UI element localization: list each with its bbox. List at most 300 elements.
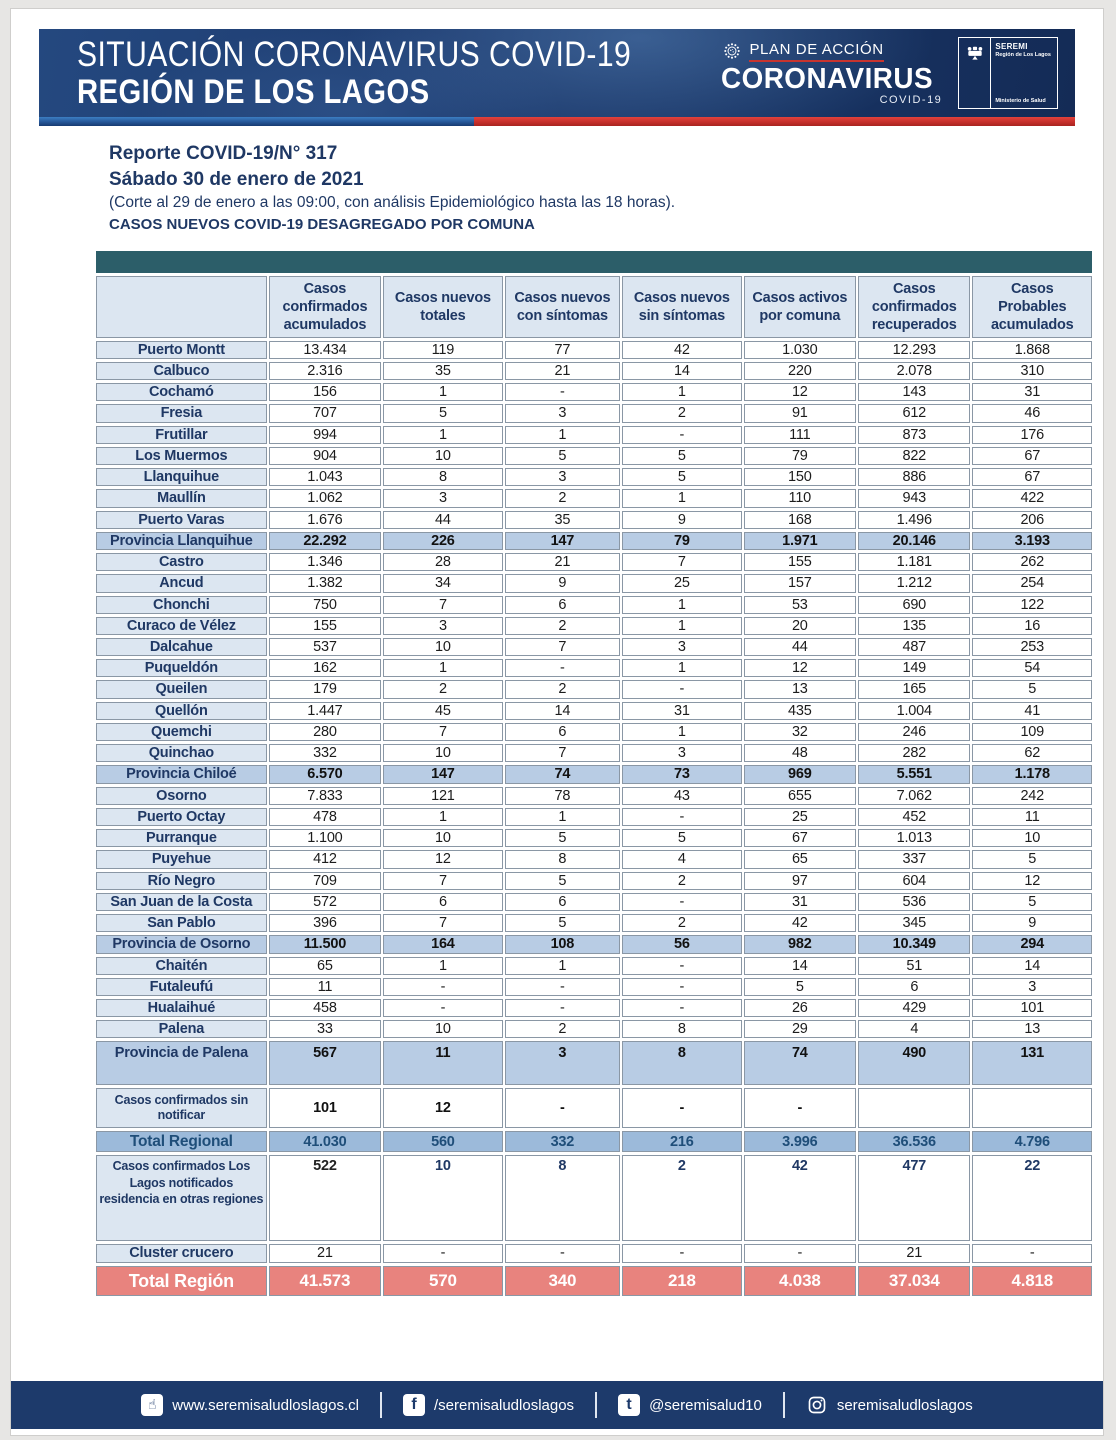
cell-value: 254 (972, 574, 1092, 592)
cell-value: 10 (383, 744, 502, 762)
seremi-org-label: SEREMI (995, 42, 1028, 51)
cell-value: 1.030 (744, 341, 856, 359)
cell-value: 218 (622, 1266, 741, 1296)
cell-value: 110 (744, 489, 856, 507)
table-row-provincia-de-palena (96, 1041, 1092, 1085)
stripe-blue-segment (39, 117, 474, 126)
cell-value: - (622, 680, 741, 698)
report-heading (109, 141, 1073, 236)
footer-twitter-label: @seremisalud10 (649, 1396, 762, 1414)
cell-value: 709 (269, 872, 381, 890)
cell-value: 12 (744, 659, 856, 677)
footer-website-link[interactable] (120, 1394, 380, 1416)
cell-value: 149 (858, 659, 970, 677)
table-row-palena (96, 1020, 1092, 1038)
cell-value: 176 (972, 426, 1092, 444)
cell-value: 537 (269, 638, 381, 656)
cell-value: 282 (858, 744, 970, 762)
cell-value: 147 (383, 765, 502, 783)
footer-facebook-link[interactable] (382, 1394, 595, 1416)
row-label: San Juan de la Costa (96, 893, 267, 911)
cell-value: 131 (972, 1041, 1092, 1085)
report-cutoff-note: (Corte al 29 de enero a las 09:00, con análisis Epidemiológico hasta las 18 horas). (109, 194, 676, 212)
cell-value: 982 (744, 935, 856, 953)
row-label: Curaco de Vélez (96, 617, 267, 635)
cell-value: 536 (858, 893, 970, 911)
cell-value: 1.676 (269, 511, 381, 529)
table-row-quemchi (96, 723, 1092, 741)
cell-value: - (622, 957, 741, 975)
seremi-ministry-label: Ministerio de Salud (995, 98, 1046, 105)
row-label: Hualaihué (96, 999, 267, 1017)
row-label: Provincia Llanquihue (96, 532, 267, 550)
cell-value: 3.996 (744, 1131, 856, 1152)
row-label: Chonchi (96, 596, 267, 614)
cell-value: 340 (505, 1266, 620, 1296)
cell-value: 750 (269, 596, 381, 614)
cell-value: 35 (505, 511, 620, 529)
column-header-nuevos-con-sintomas: Casos nuevos con síntomas (505, 276, 620, 338)
report-number: Reporte COVID-19/N° 317 (109, 143, 338, 164)
cell-value: 62 (972, 744, 1092, 762)
plan-de-accion-label: PLAN DE ACCIÓN (749, 41, 883, 62)
table-row-casos-confirmados-los-lagos-notificados-residencia-en-otras-regiones (96, 1155, 1092, 1241)
column-header-activos-por-comuna: Casos activos por comuna (744, 276, 856, 338)
cell-value: 337 (858, 850, 970, 868)
cell-value: 3 (383, 617, 502, 635)
row-label: Provincia Chiloé (96, 765, 267, 783)
cell-value: 969 (744, 765, 856, 783)
cell-value: 396 (269, 914, 381, 932)
cell-value: 14 (505, 702, 620, 720)
cell-value (972, 1088, 1092, 1128)
cell-value: - (622, 999, 741, 1017)
cell-value: 41.030 (269, 1131, 381, 1152)
cell-value: 14 (744, 957, 856, 975)
cell-value: 567 (269, 1041, 381, 1085)
cell-value: 655 (744, 787, 856, 805)
cell-value: 101 (972, 999, 1092, 1017)
cell-value: 6 (383, 893, 502, 911)
cell-value: - (972, 1244, 1092, 1262)
cell-value: 13 (972, 1020, 1092, 1038)
cell-value: 14 (972, 957, 1092, 975)
cell-value: 155 (744, 553, 856, 571)
cell-value: 572 (269, 893, 381, 911)
table-row-cluster-crucero (96, 1244, 1092, 1262)
cell-value: - (622, 1088, 741, 1128)
cell-value: 11 (383, 1041, 502, 1085)
cell-value: 1.496 (858, 511, 970, 529)
cell-value: 246 (858, 723, 970, 741)
cell-value: 10 (383, 829, 502, 847)
cell-value: 9 (622, 511, 741, 529)
cell-value: 31 (972, 383, 1092, 401)
coronavirus-plan-logo (721, 40, 942, 106)
cell-value: 2 (622, 872, 741, 890)
cell-value: 65 (744, 850, 856, 868)
cell-value: 8 (383, 468, 502, 486)
cell-value: 220 (744, 362, 856, 380)
cell-value: - (622, 426, 741, 444)
cell-value: 226 (383, 532, 502, 550)
cell-value: 10 (383, 638, 502, 656)
cell-value: 12.293 (858, 341, 970, 359)
cell-value: 7 (505, 638, 620, 656)
cell-value: 119 (383, 341, 502, 359)
cell-value: 155 (269, 617, 381, 635)
seremi-logo-box (958, 37, 1058, 109)
table-row-provincia-de-osorno (96, 935, 1092, 953)
cell-value: 109 (972, 723, 1092, 741)
cell-value: 262 (972, 553, 1092, 571)
cell-value: 5 (505, 829, 620, 847)
cell-value: 1 (622, 617, 741, 635)
cell-value: 7 (505, 744, 620, 762)
cell-value: 1.043 (269, 468, 381, 486)
table-row-queilen (96, 680, 1092, 698)
cell-value: - (505, 659, 620, 677)
cell-value: 44 (383, 511, 502, 529)
table-row-chaitén (96, 957, 1092, 975)
row-label: Queilen (96, 680, 267, 698)
twitter-icon: t (618, 1394, 640, 1416)
row-label: Castro (96, 553, 267, 571)
cell-value: 7.062 (858, 787, 970, 805)
cell-value: 10.349 (858, 935, 970, 953)
cell-value: 3 (972, 978, 1092, 996)
report-page (10, 8, 1104, 1436)
cell-value: 7 (622, 553, 741, 571)
cell-value: 1.062 (269, 489, 381, 507)
row-label: Quellón (96, 702, 267, 720)
table-row-osorno (96, 787, 1092, 805)
row-label: Provincia de Palena (96, 1041, 267, 1085)
cell-value: 25 (744, 808, 856, 826)
cell-value: 41.573 (269, 1266, 381, 1296)
cell-value: 21 (505, 553, 620, 571)
footer-facebook-label: /seremisaludloslagos (433, 1396, 575, 1414)
cell-value: 612 (858, 404, 970, 422)
cell-value: 67 (972, 468, 1092, 486)
cell-value: 458 (269, 999, 381, 1017)
instagram-icon (806, 1394, 828, 1416)
cell-value: 1 (505, 808, 620, 826)
cell-value: - (505, 383, 620, 401)
cell-value: 77 (505, 341, 620, 359)
table-row-ancud (96, 574, 1092, 592)
cell-value: - (622, 1244, 741, 1262)
cell-value: 8 (622, 1041, 741, 1085)
row-label: Puqueldón (96, 659, 267, 677)
row-label: Puerto Montt (96, 341, 267, 359)
cell-value: 904 (269, 447, 381, 465)
cell-value: 253 (972, 638, 1092, 656)
cell-value: 2 (505, 1020, 620, 1038)
header-banner (39, 29, 1075, 117)
cell-value: 1 (383, 659, 502, 677)
table-row-hualaihué (96, 999, 1092, 1017)
cell-value: 7 (383, 914, 502, 932)
cell-value: 943 (858, 489, 970, 507)
cell-value: 22.292 (269, 532, 381, 550)
row-label: Los Muermos (96, 447, 267, 465)
cell-value: - (505, 978, 620, 996)
row-label: Puerto Varas (96, 511, 267, 529)
cell-value: 6 (505, 596, 620, 614)
cell-value: 280 (269, 723, 381, 741)
cell-value: 9 (972, 914, 1092, 932)
cell-value: 8 (505, 850, 620, 868)
cell-value: 28 (383, 553, 502, 571)
table-row-puqueldón (96, 659, 1092, 677)
cell-value: 294 (972, 935, 1092, 953)
cell-value: - (622, 893, 741, 911)
cell-value: 53 (744, 596, 856, 614)
cell-value: 165 (858, 680, 970, 698)
cell-value: 31 (622, 702, 741, 720)
row-label: Llanquihue (96, 468, 267, 486)
table-row-maullín (96, 489, 1092, 507)
cell-value: 35 (383, 362, 502, 380)
cell-value: 21 (269, 1244, 381, 1262)
cell-value: - (505, 1088, 620, 1128)
cell-value: 22 (972, 1155, 1092, 1241)
cell-value: 412 (269, 850, 381, 868)
cell-value: 7 (383, 872, 502, 890)
row-label: Chaitén (96, 957, 267, 975)
column-header-confirmados-acumulados: Casos confirmados acumulados (269, 276, 381, 338)
cell-value: 490 (858, 1041, 970, 1085)
cell-value: 1.382 (269, 574, 381, 592)
table-row-san-juan-de-la-costa (96, 893, 1092, 911)
row-label: Cluster crucero (96, 1244, 267, 1262)
cell-value: 147 (505, 532, 620, 550)
cell-value: 14 (622, 362, 741, 380)
cell-value: 20 (744, 617, 856, 635)
cell-value: 79 (744, 447, 856, 465)
cell-value: 2 (383, 680, 502, 698)
cell-value: 2 (505, 617, 620, 635)
cell-value: 3 (622, 638, 741, 656)
banner-title-line2: REGIÓN DE LOS LAGOS (77, 72, 430, 111)
virus-icon (721, 40, 743, 62)
cell-value: 111 (744, 426, 856, 444)
cell-value: 6.570 (269, 765, 381, 783)
cell-value: 5 (383, 404, 502, 422)
table-row-futaleufú (96, 978, 1092, 996)
cell-value: 1 (505, 957, 620, 975)
cell-value: - (622, 978, 741, 996)
row-label: Cochamó (96, 383, 267, 401)
cell-value: 452 (858, 808, 970, 826)
cell-value: 13 (744, 680, 856, 698)
cell-value: 873 (858, 426, 970, 444)
banner-accent-stripe (39, 117, 1075, 126)
row-label: Total Regional (96, 1131, 267, 1152)
row-label: Casos confirmados Los Lagos notificados residencia en otras regiones (96, 1155, 267, 1241)
cell-value: 310 (972, 362, 1092, 380)
cell-value: 1 (622, 723, 741, 741)
footer-instagram-label: seremisaludloslagos (836, 1396, 973, 1414)
table-row-puerto-montt (96, 341, 1092, 359)
table-row-quinchao (96, 744, 1092, 762)
table-row-casos-confirmados-sin-notificar (96, 1088, 1092, 1128)
cell-value: 5 (622, 447, 741, 465)
cell-value: 1.004 (858, 702, 970, 720)
column-header-nuevos-sin-sintomas: Casos nuevos sin síntomas (622, 276, 741, 338)
cell-value: 206 (972, 511, 1092, 529)
row-label: Ancud (96, 574, 267, 592)
cell-value: 43 (622, 787, 741, 805)
cell-value: 67 (972, 447, 1092, 465)
cell-value: 6 (858, 978, 970, 996)
cell-value: 422 (972, 489, 1092, 507)
cell-value: 121 (383, 787, 502, 805)
table-row-san-pablo (96, 914, 1092, 932)
cell-value: 162 (269, 659, 381, 677)
table-row-curaco-de-vélez (96, 617, 1092, 635)
footer-website-label: www.seremisaludloslagos.cl (172, 1396, 359, 1414)
cell-value: 10 (972, 829, 1092, 847)
coronavirus-logo-sub: COVID-19 (879, 94, 943, 106)
table-header-row (96, 276, 1092, 338)
table-row-puerto-varas (96, 511, 1092, 529)
cell-value: 6 (505, 723, 620, 741)
cell-value: 101 (269, 1088, 381, 1128)
footer-instagram-link[interactable] (785, 1394, 994, 1416)
cell-value: - (383, 978, 502, 996)
cell-value: 11 (269, 978, 381, 996)
cell-value: 42 (744, 1155, 856, 1241)
cell-value: 477 (858, 1155, 970, 1241)
cell-value: 2 (505, 489, 620, 507)
cell-value: 604 (858, 872, 970, 890)
table-row-río-negro (96, 872, 1092, 890)
seremi-region-label: Región de Los Lagos (995, 52, 1051, 58)
report-subtitle: CASOS NUEVOS COVID-19 DESAGREGADO POR COMUNA (109, 215, 535, 233)
row-label: Palena (96, 1020, 267, 1038)
cell-value: 26 (744, 999, 856, 1017)
cell-value: 21 (858, 1244, 970, 1262)
cell-value: 3 (505, 404, 620, 422)
table-row-dalcahue (96, 638, 1092, 656)
cell-value: 44 (744, 638, 856, 656)
row-label: Futaleufú (96, 978, 267, 996)
cell-value: 74 (744, 1041, 856, 1085)
covid-cases-table (94, 248, 1094, 1299)
table-top-band (96, 251, 1092, 273)
cell-value: - (622, 808, 741, 826)
cell-value: 12 (972, 872, 1092, 890)
cell-value: 6 (505, 893, 620, 911)
stripe-red-segment (474, 117, 1075, 126)
table-row-puerto-octay (96, 808, 1092, 826)
cell-value: 135 (858, 617, 970, 635)
cell-value: 4.818 (972, 1266, 1092, 1296)
cell-value: 29 (744, 1020, 856, 1038)
cell-value: 5 (622, 468, 741, 486)
cell-value: 4 (858, 1020, 970, 1038)
cell-value: 36.536 (858, 1131, 970, 1152)
cell-value: 3 (505, 1041, 620, 1085)
cell-value: 13.434 (269, 341, 381, 359)
cell-value: 157 (744, 574, 856, 592)
table-row-calbuco (96, 362, 1092, 380)
row-label: Fresia (96, 404, 267, 422)
banner-logos (721, 37, 1058, 109)
cell-value: 37.034 (858, 1266, 970, 1296)
hand-cursor-icon: ☝ (141, 1394, 163, 1416)
cell-value: 1.181 (858, 553, 970, 571)
banner-title-line1: SITUACIÓN CORONAVIRUS COVID-19 (77, 35, 632, 75)
cell-value: 122 (972, 596, 1092, 614)
cell-value: 5 (972, 893, 1092, 911)
table-row-total-regional (96, 1131, 1092, 1152)
banner-titles (77, 36, 631, 109)
cell-value: 31 (744, 893, 856, 911)
cell-value: 10 (383, 447, 502, 465)
cell-value: 12 (383, 1088, 502, 1128)
social-footer (11, 1381, 1103, 1429)
row-label: Maullín (96, 489, 267, 507)
footer-twitter-link[interactable] (597, 1394, 783, 1416)
cell-value: 73 (622, 765, 741, 783)
cell-value: 1.447 (269, 702, 381, 720)
cell-value: 10 (383, 1020, 502, 1038)
table-row-llanquihue (96, 468, 1092, 486)
table-row-provincia-llanquihue (96, 532, 1092, 550)
column-header-nuevos-totales: Casos nuevos totales (383, 276, 502, 338)
cell-value: 1 (383, 426, 502, 444)
cell-value: 5 (622, 829, 741, 847)
cell-value: 522 (269, 1155, 381, 1241)
cell-value: 1.212 (858, 574, 970, 592)
cell-value: 345 (858, 914, 970, 932)
cell-value: - (744, 1244, 856, 1262)
row-label: Puyehue (96, 850, 267, 868)
cell-value: 1 (383, 383, 502, 401)
cell-value: 1 (622, 596, 741, 614)
cell-value: 707 (269, 404, 381, 422)
cell-value: 2.078 (858, 362, 970, 380)
cell-value (858, 1088, 970, 1128)
cell-value: 332 (505, 1131, 620, 1152)
cell-value: - (744, 1088, 856, 1128)
cell-value: 46 (972, 404, 1092, 422)
cell-value: 2 (622, 1155, 741, 1241)
cell-value: 332 (269, 744, 381, 762)
cell-value: 48 (744, 744, 856, 762)
cell-value: 5 (744, 978, 856, 996)
table-row-purranque (96, 829, 1092, 847)
row-label: Purranque (96, 829, 267, 847)
label-column-header (96, 276, 267, 338)
cell-value: 156 (269, 383, 381, 401)
cell-value: 570 (383, 1266, 502, 1296)
cell-value: 2.316 (269, 362, 381, 380)
cell-value: 164 (383, 935, 502, 953)
cell-value: 5 (505, 447, 620, 465)
cell-value: 994 (269, 426, 381, 444)
cell-value: 5 (972, 850, 1092, 868)
cell-value: 7.833 (269, 787, 381, 805)
row-label: Frutillar (96, 426, 267, 444)
cell-value: 150 (744, 468, 856, 486)
table-row-cochamó (96, 383, 1092, 401)
row-label: Calbuco (96, 362, 267, 380)
cell-value: 1.971 (744, 532, 856, 550)
